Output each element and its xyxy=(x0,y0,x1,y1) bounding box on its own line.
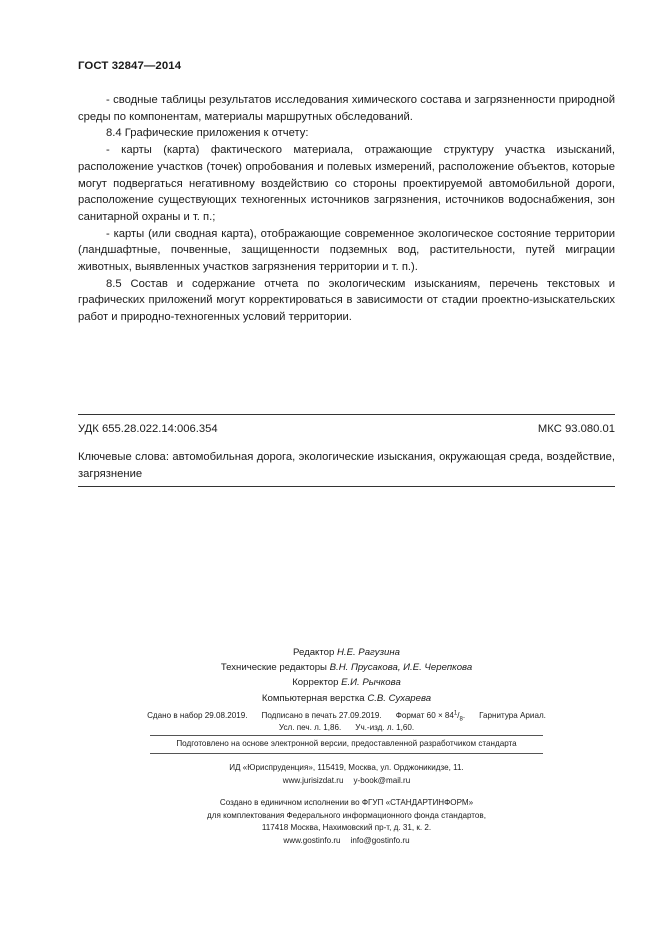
prepared-note: Подготовлено на основе электронной версии, предоставленной разработчиком стандарта xyxy=(176,739,517,748)
publisher-site: www.jurisizdat.ru xyxy=(282,775,344,785)
credit-tech-editors xyxy=(78,660,615,675)
publisher-email: y-book@mail.ru xyxy=(353,775,411,785)
credit-editor xyxy=(78,645,615,660)
producer-block xyxy=(78,797,615,847)
publisher-address: ИД «Юриспруденция», 115419, Москва, ул. Орджоникидзе, 11. xyxy=(229,763,464,772)
layout-label: Компьютерная верстка xyxy=(261,692,365,704)
format: Формат $60 \times 84^1/_8$. xyxy=(395,710,466,723)
paragraph-actual-material-maps: - карты (карта) фактического материала, отражающие структуру участка изысканий, расположение участков (точек) опробования и полевых измерений, расположение объектов, которые могут подвергаться негативному воздействию со стороны проектируемой автомобильной дороги, расположение существующих техногенных источников загрязнения, источников водоснабжения, зон санитарной охраны и т. п.; xyxy=(78,144,615,223)
print-info-line-2 xyxy=(78,723,615,732)
classification-line xyxy=(78,423,615,435)
producer-line-1: Создано в единичном исполнении во ФГУП «СТАНДАРТИНФОРМ» xyxy=(219,798,474,807)
publisher-block xyxy=(78,762,615,787)
credits-block xyxy=(78,645,615,706)
paragraph-section-8-5: 8.5 Состав и содержание отчета по экологическим изысканиям, перечень текстовых и графических приложений могут корректироваться в зависимости от стадии проектно-изыскательских работ и природно-техногенных условий территории. xyxy=(78,277,615,324)
paragraph-ecological-state-maps: - карты (или сводная карта), отображающие современное экологическое состояние территории (ландшафтные, почвенные, защищенности подземных вод, растительности, путей миграции животных, выявленных участков загрязнения территории и т. п.). xyxy=(78,227,615,274)
prepared-divider-top xyxy=(150,735,543,736)
producer-site: www.gostinfo.ru xyxy=(283,835,341,845)
paragraph-section-8-4: 8.4 Графические приложения к отчету: xyxy=(106,127,309,140)
print-info-line-1 xyxy=(78,710,615,722)
producer-line-2: для комплектования Федерального информационного фонда стандартов, xyxy=(207,810,486,820)
corrector-label: Корректор xyxy=(292,677,339,689)
font-info: Гарнитура Ариал. xyxy=(479,710,546,720)
prepared-divider-bottom xyxy=(150,753,543,754)
format-suffix: . xyxy=(462,710,466,720)
signed-date: Подписано в печать 27.09.2019. xyxy=(261,710,382,720)
credit-corrector xyxy=(78,675,615,690)
paragraph-summary-tables: - сводные таблицы результатов исследования химического состава и загрязненности природной среды по компонентам, материалы маршрутных обследований. xyxy=(78,94,615,123)
producer-contacts xyxy=(78,835,615,848)
editor-label: Редактор xyxy=(293,647,335,658)
mks-code: МКС 93.080.01 xyxy=(537,423,615,435)
submitted-date: Сдано в набор 29.08.2019. xyxy=(147,710,248,720)
keywords: Ключевые слова: автомобильная дорога, экологические изыскания, окружающая среда, воздействие, загрязнение xyxy=(78,451,615,480)
document-header: ГОСТ 32847—2014 xyxy=(78,60,182,72)
publishing-sheets: Уч.-изд. л. 1,60. xyxy=(355,723,415,732)
tech-editors-label: Технические редакторы xyxy=(220,662,327,674)
printed-sheets: Усл. печ. л. 1,86. xyxy=(278,723,342,732)
editor-name: Н.Е. Рагузина xyxy=(336,647,400,658)
producer-address: 117418 Москва, Нахимовский пр-т, д. 31, к. 2. xyxy=(261,823,432,833)
body-text xyxy=(78,92,615,326)
bottom-divider xyxy=(78,486,615,487)
publisher-contacts xyxy=(78,775,615,788)
udk-code: УДК 655.28.022.14:006.354 xyxy=(78,423,218,435)
format-numerator: 1 xyxy=(453,710,458,716)
producer-email: info@gostinfo.ru xyxy=(350,835,410,845)
tech-editors-names: В.Н. Прусакова, И.Е. Черепкова xyxy=(329,662,473,674)
layout-name: С.В. Сухарева xyxy=(367,692,432,704)
credit-layout xyxy=(78,691,615,706)
format-denominator: 8 xyxy=(459,716,463,723)
format-prefix: Формат 60 × 84 xyxy=(395,710,454,720)
corrector-name: Е.И. Рычкова xyxy=(341,677,401,689)
top-divider xyxy=(78,414,615,415)
